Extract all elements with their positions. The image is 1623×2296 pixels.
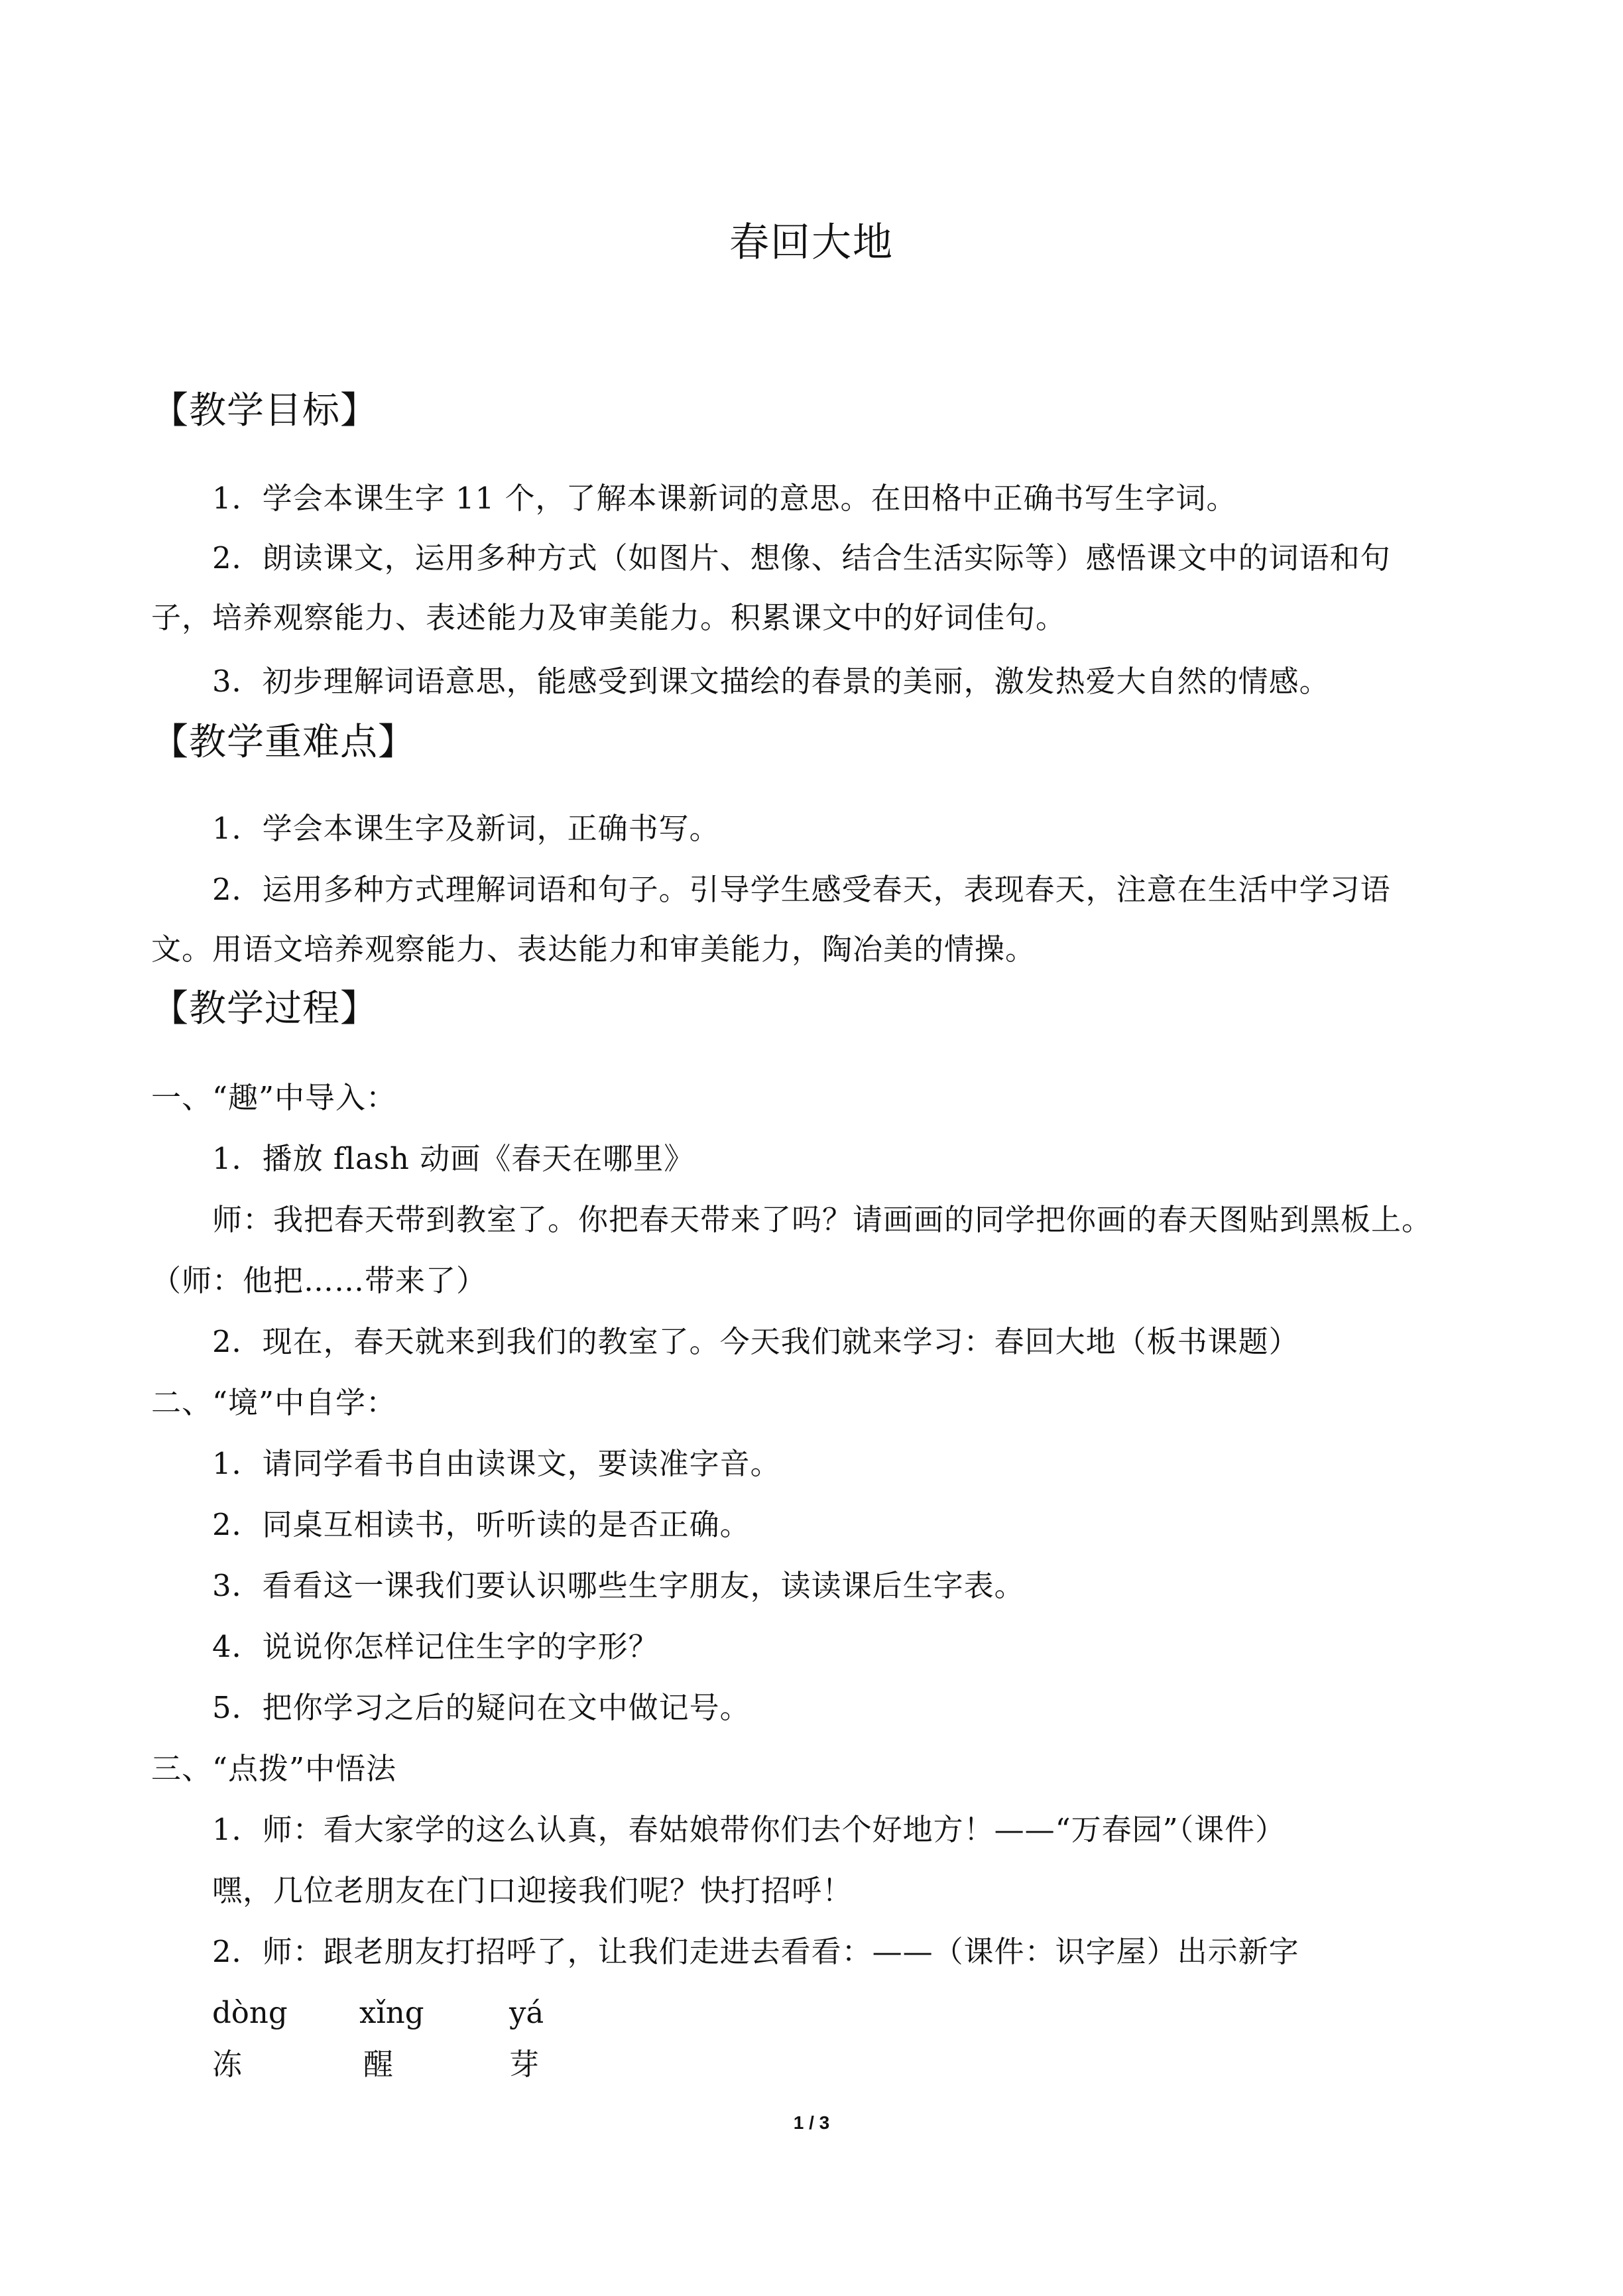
objectives-item-2-line-2: 子，培养观察能力、表述能力及审美能力。积累课文中的好词佳句。 xyxy=(151,600,1067,635)
character-xing: 醒 xyxy=(363,2047,394,2082)
process-part-2-item-2: 2．同桌互相读书，听听读的是否正确。 xyxy=(212,1507,751,1542)
character-dong: 冻 xyxy=(212,2047,243,2082)
process-part-1-item-3: 2．现在，春天就来到我们的教室了。今天我们就来学习：春回大地（板书课题） xyxy=(212,1324,1299,1359)
pinyin-xing: xǐng xyxy=(359,1995,424,2030)
process-part-3-title: 三、“点拨”中悟法 xyxy=(151,1751,397,1786)
section-heading-process: 【教学过程】 xyxy=(151,987,378,1030)
process-part-3-item-1: 1．师：看大家学的这么认真，春姑娘带你们去个好地方！——“万春园”（课件） xyxy=(212,1812,1286,1847)
pinyin-ya: yá xyxy=(509,1995,544,2030)
process-part-3-item-2: 2．师：跟老朋友打招呼了，让我们走进去看看：——（课件：识字屋）出示新字 xyxy=(212,1934,1299,1969)
process-part-1-item-1: 1．播放 flash 动画《春天在哪里》 xyxy=(212,1141,695,1176)
page-title: 春回大地 xyxy=(729,219,894,266)
page-indicator: 1 / 3 xyxy=(793,2112,830,2133)
process-part-1-item-2-line-2: （师：他把……带来了） xyxy=(151,1263,487,1298)
key-points-item-1: 1．学会本课生字及新词，正确书写。 xyxy=(212,811,720,846)
process-part-2-title: 二、“境”中自学： xyxy=(151,1385,397,1420)
objectives-item-3: 3．初步理解词语意思，能感受到课文描绘的春景的美丽，激发热爱大自然的情感。 xyxy=(212,664,1330,699)
section-heading-objectives: 【教学目标】 xyxy=(151,389,378,432)
section-heading-key-points: 【教学重难点】 xyxy=(151,721,416,764)
objectives-item-1: 1．学会本课生字 11 个，了解本课新词的意思。在田格中正确书写生字词。 xyxy=(212,481,1237,516)
process-part-2-item-3: 3．看看这一课我们要认识哪些生字朋友，读读课后生字表。 xyxy=(212,1568,1025,1603)
pinyin-dong: dòng xyxy=(212,1995,288,2030)
process-part-2-item-5: 5．把你学习之后的疑问在文中做记号。 xyxy=(212,1690,751,1725)
process-part-1-item-2-line-1: 师：我把春天带到教室了。你把春天带来了吗？请画画的同学把你画的春天图贴到黑板上。 xyxy=(212,1202,1433,1237)
character-ya: 芽 xyxy=(509,2047,540,2082)
objectives-item-2-line-1: 2．朗读课文，运用多种方式（如图片、想像、结合生活实际等）感悟课文中的词语和句 xyxy=(212,540,1391,575)
process-part-3-item-1-continued: 嘿，几位老朋友在门口迎接我们呢？快打招呼！ xyxy=(212,1873,853,1908)
key-points-item-2-line-1: 2．运用多种方式理解词语和句子。引导学生感受春天，表现春天，注意在生活中学习语 xyxy=(212,872,1391,907)
process-part-2-item-1: 1．请同学看书自由读课文，要读准字音。 xyxy=(212,1446,781,1481)
process-part-2-item-4: 4．说说你怎样记住生字的字形？ xyxy=(212,1629,659,1664)
process-part-1-title: 一、“趣”中导入： xyxy=(151,1080,397,1115)
key-points-item-2-line-2: 文。用语文培养观察能力、表达能力和审美能力，陶冶美的情操。 xyxy=(151,932,1036,967)
